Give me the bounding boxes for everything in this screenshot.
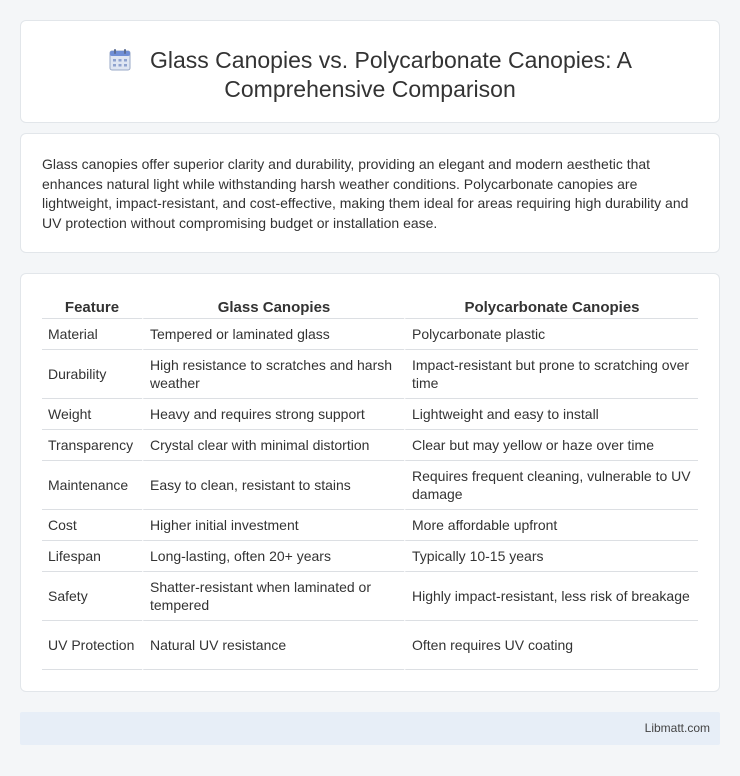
table-row [42,399,698,430]
polycarbonate-cell: Typically 10-15 years [404,541,698,572]
feature-cell: Transparency [42,430,142,461]
table-row [42,319,698,350]
polycarbonate-cell: More affordable upfront [404,510,698,541]
table-row [42,350,698,399]
feature-cell: UV Protection [42,621,142,670]
table-row [42,621,698,670]
polycarbonate-cell: Polycarbonate plastic [404,319,698,350]
table-row [42,430,698,461]
feature-cell: Lifespan [42,541,142,572]
polycarbonate-cell: Requires frequent cleaning, vulnerable to UV damage [404,461,698,510]
feature-cell: Cost [42,510,142,541]
header-feature: Feature [42,296,142,319]
title-line-2: Comprehensive Comparison [224,76,516,102]
glass-cell: Heavy and requires strong support [142,399,404,430]
glass-cell: Easy to clean, resistant to stains [142,461,404,510]
intro-paragraph: Glass canopies offer superior clarity and durability, providing an elegant and modern aesthetic that enhances natural light while withstanding harsh weather conditions. Polycarbonate canopies are lightweight, impact-resistant, and cost-effective, making them ideal for areas requiring high durability and UV protection without compromising budget or installation ease. [42,156,689,231]
title-line-1: Glass Canopies vs. Polycarbonate Canopies: A [150,47,632,73]
comparison-card [20,273,720,692]
calendar-icon [108,48,132,72]
footer-bar [20,712,720,745]
feature-cell: Durability [42,350,142,399]
glass-cell: Higher initial investment [142,510,404,541]
polycarbonate-cell: Lightweight and easy to install [404,399,698,430]
glass-cell: Crystal clear with minimal distortion [142,430,404,461]
table-row [42,461,698,510]
polycarbonate-cell: Impact-resistant but prone to scratching over time [404,350,698,399]
polycarbonate-cell: Often requires UV coating [404,621,698,670]
intro-card [20,133,720,253]
page-title [21,46,719,104]
polycarbonate-cell: Highly impact-resistant, less risk of breakage [404,572,698,621]
glass-cell: Tempered or laminated glass [142,319,404,350]
feature-cell: Material [42,319,142,350]
glass-cell: High resistance to scratches and harsh weather [142,350,404,399]
glass-cell: Long-lasting, often 20+ years [142,541,404,572]
feature-cell: Maintenance [42,461,142,510]
table-header-row [42,296,698,319]
header-card [20,20,720,123]
footer-site-link[interactable]: Libmatt.com [644,721,710,735]
comparison-table [42,296,698,670]
feature-cell: Weight [42,399,142,430]
header-glass: Glass Canopies [142,296,404,319]
table-row [42,510,698,541]
header-polycarbonate: Polycarbonate Canopies [404,296,698,319]
polycarbonate-cell: Clear but may yellow or haze over time [404,430,698,461]
table-row [42,541,698,572]
table-row [42,572,698,621]
glass-cell: Natural UV resistance [142,621,404,670]
glass-cell: Shatter-resistant when laminated or tempered [142,572,404,621]
feature-cell: Safety [42,572,142,621]
